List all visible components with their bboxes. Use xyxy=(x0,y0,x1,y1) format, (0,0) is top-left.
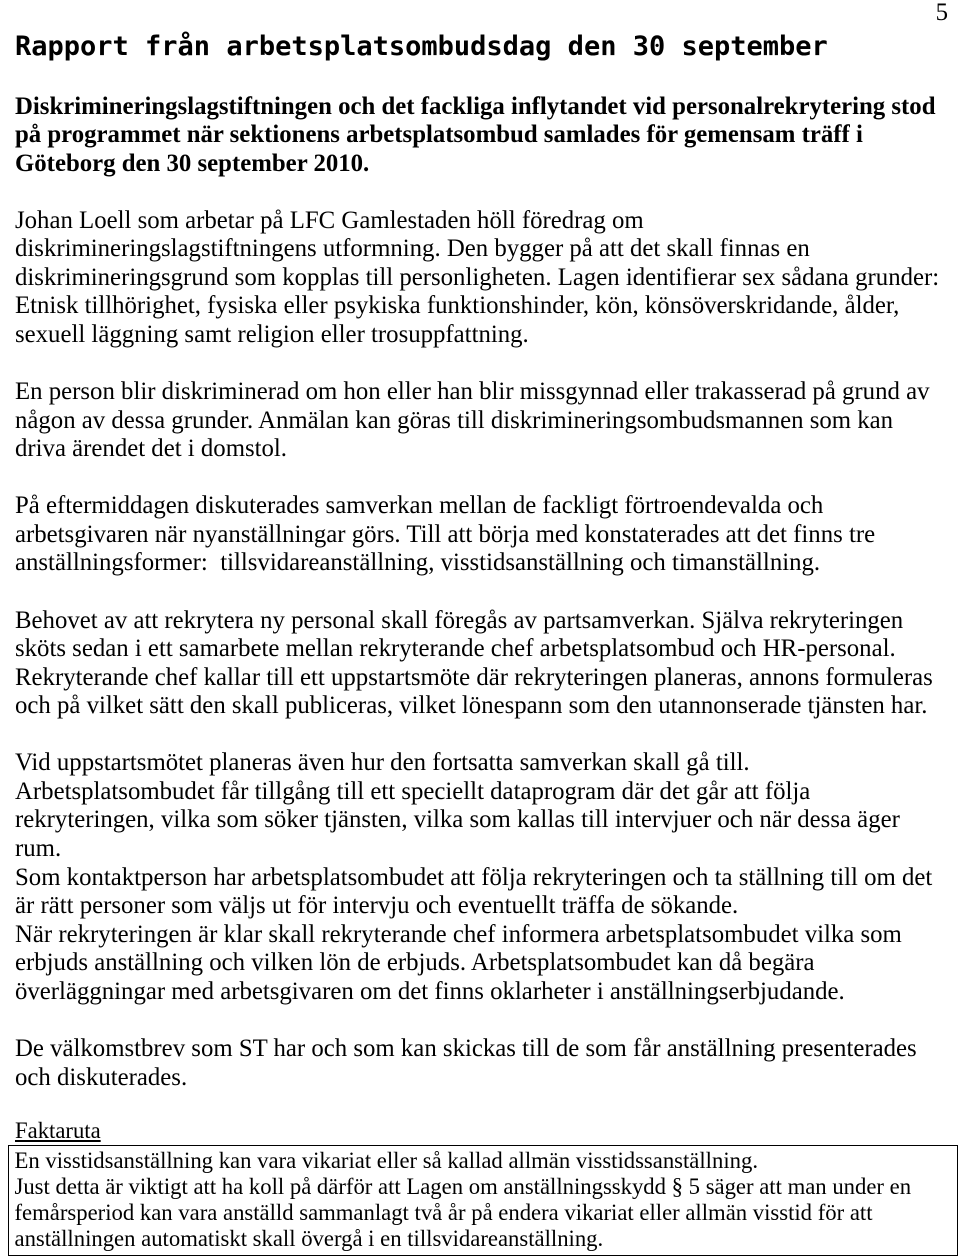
fact-box-line: En visstidsanställning kan vara vikariat eller så kallad allmän visstidssanställning. xyxy=(14,1148,758,1173)
paragraph-line: Arbetsplatsombudet får tillgång till ett speciellt dataprogram där det går att följa xyxy=(15,777,811,805)
paragraph-welcome-letter xyxy=(15,1035,939,1092)
fact-box-heading: Faktaruta xyxy=(15,1118,101,1143)
paragraph-line: diskrimineringsgrund som kopplas till personligheten. Lagen identifierar sex sådana grunder: xyxy=(15,263,940,291)
fact-box-line: Just detta är viktigt att ha koll på därför att Lagen om anställningsskydd § 5 säger att man under en xyxy=(14,1174,912,1199)
paragraph-line: rekryteringen, vilka som söker tjänsten, vilka som kallas till intervjuer och när dessa äger xyxy=(15,806,900,834)
paragraph-line: När rekryteringen är klar skall rekryterande chef informera arbetsplatsombudet vilka som xyxy=(15,920,902,948)
paragraph-line: och på vilket sätt den skall publiceras, vilket lönespann som den utannonserade tjänsten har. xyxy=(15,692,928,720)
paragraph-line: sköts sedan i ett samarbete mellan rekryterande chef arbetsplatsombud och HR-personal. xyxy=(15,635,896,663)
paragraph-line: arbetsgivaren när nyanställningar görs. Till att börja med konstaterades att det finns tre xyxy=(15,520,876,548)
fact-box-line: anställningen automatiskt skall övergå i en tillsvidareanställning. xyxy=(14,1226,604,1251)
paragraph-afternoon xyxy=(15,492,939,578)
page-number: 5 xyxy=(935,0,948,26)
paragraph-line: Etnisk tillhörighet, fysiska eller psykiska funktionshinder, kön, könsöverskridande, ålder, xyxy=(15,292,900,320)
paragraph-line: På eftermiddagen diskuterades samverkan mellan de fackligt förtroendevalda och xyxy=(15,492,824,520)
paragraph-line: och diskuterades. xyxy=(15,1063,188,1091)
paragraph-line: rum. xyxy=(15,835,62,863)
paragraph-line: sexuell läggning samt religion eller trosuppfattning. xyxy=(15,320,529,348)
paragraph-recruitment xyxy=(15,607,939,721)
paragraph-line: Som kontaktperson har arbetsplatsombudet att följa rekryteringen och ta ställning till om det xyxy=(15,863,933,891)
paragraph-line: överläggningar med arbetsgivaren om det finns oklarheter i anställningserbjudande. xyxy=(15,977,845,1005)
paragraph-line: Rekryterande chef kallar till ett uppstartsmöte där rekryteringen planeras, annons formuleras xyxy=(15,663,933,691)
paragraph-line: Johan Loell som arbetar på LFC Gamlestaden höll föredrag om xyxy=(15,206,644,234)
paragraph-line: erbjuds anställning och vilken lön de erbjuds. Arbetsplatsombudet kan då begära xyxy=(15,949,815,977)
paragraph-line: anställningsformer: tillsvidareanställning, visstidsanställning och timanställning. xyxy=(15,549,821,577)
paragraph-line: driva ärendet det i domstol. xyxy=(15,435,288,463)
fact-box-line: femårsperiod kan vara anställd sammanlagt två år på endera vikariat eller allmän visstid för att xyxy=(14,1200,873,1225)
paragraph-line: någon av dessa grunder. Anmälan kan göras till diskrimineringsombudsmannen som kan xyxy=(15,406,894,434)
paragraph-line: diskrimineringslagstiftningens utformning. Den bygger på att det skall finnas en xyxy=(15,235,810,263)
paragraph-lecture xyxy=(15,207,939,350)
paragraph-line: är rätt personer som väljs ut för intervju och eventuellt träffa de sökande. xyxy=(15,892,739,920)
intro-line: på programmet när sektionens arbetsplatsombud samlades för gemensam träff i xyxy=(15,121,863,149)
body-text xyxy=(15,93,939,1121)
paragraph-line: Behovet av att rekrytera ny personal skall föregås av partsamverkan. Själva rekryteringen xyxy=(15,606,904,634)
paragraph-line: Vid uppstartsmötet planeras även hur den fortsatta samverkan skall gå till. xyxy=(15,749,750,777)
paragraph-discrimination xyxy=(15,378,939,464)
intro-line: Göteborg den 30 september 2010. xyxy=(15,149,370,177)
page-title: Rapport från arbetsplatsombudsdag den 30 september xyxy=(15,31,828,62)
intro-line: Diskrimineringslagstiftningen och det fackliga inflytandet vid personalrekrytering stod xyxy=(15,92,936,120)
paragraph-line: De välkomstbrev som ST har och som kan skickas till de som får anställning presenterades xyxy=(15,1034,917,1062)
paragraph-startup-meeting xyxy=(15,749,939,1006)
paragraph-line: En person blir diskriminerad om hon eller han blir missgynnad eller trakasserad på grund av xyxy=(15,378,930,406)
intro-paragraph xyxy=(15,93,939,179)
fact-box xyxy=(8,1145,958,1256)
